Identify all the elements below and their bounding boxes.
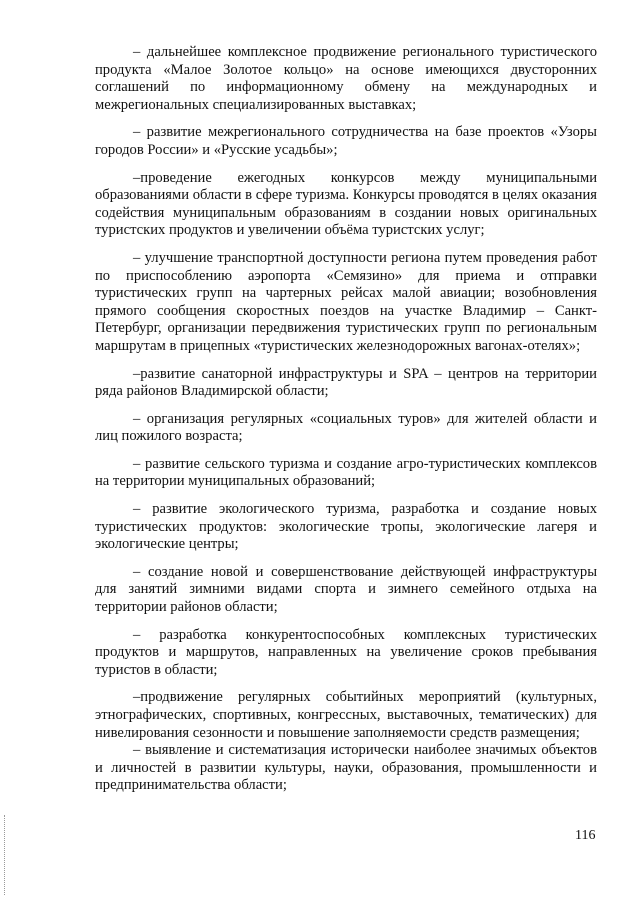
list-item: – создание новой и совершенствование действующей инфраструктуры для занятий зимними видами спорта и зимнего семейного отдыха на территории районов области;	[95, 563, 597, 616]
list-item: – организация регулярных «социальных туров» для жителей области и лиц пожилого возраста;	[95, 410, 597, 445]
list-item: –развитие санаторной инфраструктуры и SPA – центров на территории ряда районов Владимирской области;	[95, 365, 597, 400]
document-body	[95, 44, 597, 805]
list-item: – улучшение транспортной доступности региона путем проведения работ по приспособлению аэропорта «Семязино» для приема и отправки туристических групп на чартерных рейсах малой авиации; возобновления прямого сообщения скоростных поездов на участке Владимир – Санкт-Петербург, организации передвижения туристических групп по региональным маршрутам в прицепных «туристических железнодорожных вагонах-отелях»;	[95, 249, 597, 354]
list-item: – дальнейшее комплексное продвижение регионального туристического продукта «Малое Золотое кольцо» на основе имеющихся двусторонних соглашений по информационному обмену на международных и межрегиональных специализированных выставках;	[95, 44, 597, 113]
scan-margin-mark	[4, 815, 7, 895]
page-number: 116	[575, 828, 596, 843]
list-item: – развитие сельского туризма и создание агро-туристических комплексов на территории муниципальных образований;	[95, 455, 597, 490]
list-item: – выявление и систематизация исторически наиболее значимых объектов и личностей в развитии культуры, науки, образования, промышленности и предпринимательства области;	[95, 742, 597, 794]
list-item: – разработка конкурентоспособных комплексных туристических продуктов и маршрутов, направленных на увеличение сроков пребывания туристов в области;	[95, 626, 597, 678]
list-item: –продвижение регулярных событийных мероприятий (культурных, этнографических, спортивных, конгрессных, выставочных, тематических) для нивелирования сезонности и повышение заполняемости средств размещения;	[95, 689, 597, 741]
list-item: –проведение ежегодных конкурсов между муниципальными образованиями области в сфере туризма. Конкурсы проводятся в целях оказания содействия муниципальным образованиям в создании новых оригинальных туристских продуктов и увеличении объёма туристских услуг;	[95, 169, 597, 239]
list-item: – развитие межрегионального сотрудничества на базе проектов «Узоры городов России» и «Русские усадьбы»;	[95, 124, 597, 158]
list-item: – развитие экологического туризма, разработка и создание новых туристических продуктов: экологические тропы, экологические лагеря и экологические центры;	[95, 501, 597, 553]
